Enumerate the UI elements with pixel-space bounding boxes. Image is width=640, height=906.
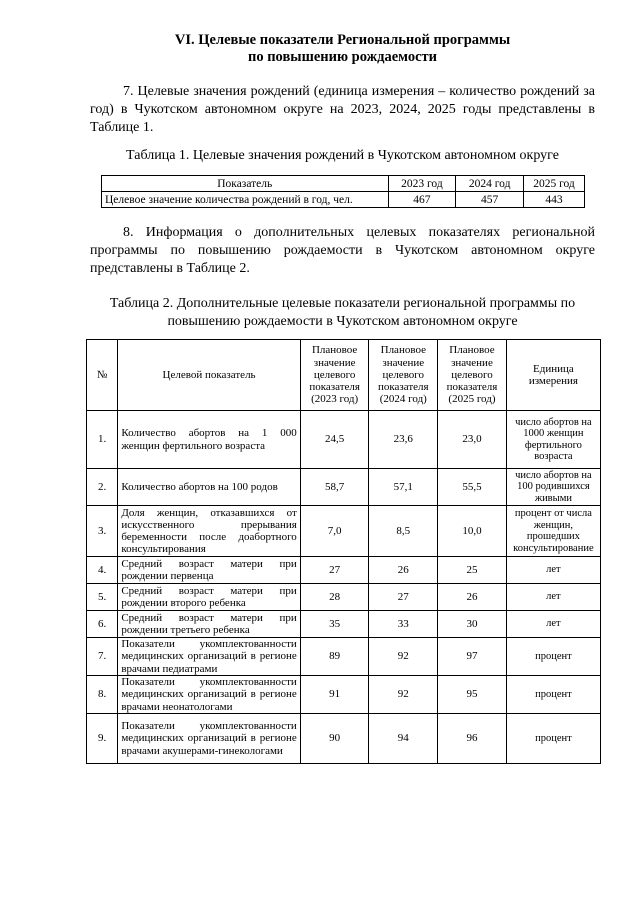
table2-row-value-2023: 90 (300, 714, 369, 764)
table2-row-value-2025: 95 (438, 676, 507, 714)
table2-header-2023: Плановое значение целевого показателя (2023 год) (300, 340, 369, 411)
table2-row-value-2023: 35 (300, 611, 369, 638)
table2-row-value-2024: 27 (369, 584, 438, 611)
table2-row-unit: процент (506, 714, 600, 764)
table1-birth-targets (101, 175, 585, 208)
table2-row-value-2024: 8,5 (369, 506, 438, 557)
table1-header-2025: 2025 год (524, 176, 585, 192)
table1-value-2023: 467 (388, 192, 456, 208)
table2-row-unit: процент от числа женщин, прошедших консультирование (506, 506, 600, 557)
section-heading-line2: по повышению рождаемости (247, 49, 438, 65)
table2-row-number: 2. (87, 469, 118, 506)
table2-header-number: № (87, 340, 118, 411)
table2-row-number: 3. (87, 506, 118, 557)
table2-header-2024: Плановое значение целевого показателя (2024 год) (369, 340, 438, 411)
table1-row (102, 192, 585, 208)
table2-row-number: 9. (87, 714, 118, 764)
table2-row-number: 4. (87, 557, 118, 584)
table2-row-value-2024: 23,6 (369, 411, 438, 469)
section-heading (90, 32, 595, 66)
table2-row (87, 557, 601, 584)
table2-row-unit: процент (506, 676, 600, 714)
table2-row-value-2025: 97 (438, 638, 507, 676)
section-heading-line1: VI. Целевые показатели Региональной программы (174, 32, 511, 48)
table2-row (87, 638, 601, 676)
table2-row-value-2023: 27 (300, 557, 369, 584)
table2-row-number: 6. (87, 611, 118, 638)
table2-row-value-2023: 91 (300, 676, 369, 714)
table2-row-value-2025: 25 (438, 557, 507, 584)
table2-row-number: 1. (87, 411, 118, 469)
table2-header-row (87, 340, 601, 411)
table2-caption: Таблица 2. Дополнительные целевые показатели региональной программы по повышению рождаемости в Чукотском автономном округе (109, 296, 576, 329)
table2-row-indicator: Средний возраст матери при рождении первенца (118, 557, 301, 584)
table2-row-unit: процент (506, 638, 600, 676)
table2-row-number: 5. (87, 584, 118, 611)
table2-row-value-2023: 89 (300, 638, 369, 676)
table2-row-value-2024: 92 (369, 638, 438, 676)
table2-row (87, 714, 601, 764)
table2-row-indicator: Показатели укомплектованности медицинских организаций в регионе врачами педиатрами (118, 638, 301, 676)
table1-header-2024: 2024 год (456, 176, 524, 192)
table2-row-indicator: Количество абортов на 1 000 женщин фертильного возраста (118, 411, 301, 469)
table2-row-value-2023: 28 (300, 584, 369, 611)
table2-row-value-2023: 7,0 (300, 506, 369, 557)
table2-row-number: 8. (87, 676, 118, 714)
table2-row-number: 7. (87, 638, 118, 676)
table2-header-2025: Плановое значение целевого показателя (2025 год) (438, 340, 507, 411)
table2-header-unit: Единица измерения (506, 340, 600, 411)
table2-row-value-2024: 57,1 (369, 469, 438, 506)
table2-row-value-2025: 96 (438, 714, 507, 764)
table2-row-indicator: Показатели укомплектованности медицинских организаций в регионе врачами акушерами-гинекологами (118, 714, 301, 764)
table2-row-value-2025: 10,0 (438, 506, 507, 557)
table2-row-value-2025: 26 (438, 584, 507, 611)
table2-row-value-2024: 33 (369, 611, 438, 638)
table2-row-indicator: Средний возраст матери при рождении третьего ребенка (118, 611, 301, 638)
table2-row-indicator: Доля женщин, отказавшихся от искусственного прерывания беременности после доабортного консультирования (118, 506, 301, 557)
table2-row (87, 411, 601, 469)
table2-row-value-2024: 26 (369, 557, 438, 584)
table2-row-unit: число абортов на 1000 женщин фертильного возраста (506, 411, 600, 469)
table2-row-value-2025: 55,5 (438, 469, 507, 506)
table2-row-value-2025: 23,0 (438, 411, 507, 469)
table2-row-indicator: Средний возраст матери при рождении второго ребенка (118, 584, 301, 611)
table2-row-value-2024: 94 (369, 714, 438, 764)
table2-row-unit: лет (506, 557, 600, 584)
paragraph-8: 8. Информация о дополнительных целевых показателях региональной программы по повышению рождаемости в Чукотском автономном округе представлены в Таблице 2. (90, 225, 595, 276)
table2-row (87, 584, 601, 611)
table2-row (87, 469, 601, 506)
table1-header-indicator: Показатель (102, 176, 389, 192)
table2-row (87, 506, 601, 557)
paragraph-7: 7. Целевые значения рождений (единица измерения – количество рождений за год) в Чукотском автономном округе на 2023, 2024, 2025 годы представлены в Таблице 1. (90, 84, 595, 135)
table2-row-unit: лет (506, 611, 600, 638)
table1-header-2023: 2023 год (388, 176, 456, 192)
table1-row-label: Целевое значение количества рождений в год, чел. (102, 192, 389, 208)
table2-additional-targets (86, 339, 601, 764)
table2-header-indicator: Целевой показатель (118, 340, 301, 411)
table2-row-value-2023: 58,7 (300, 469, 369, 506)
table1-caption: Таблица 1. Целевые значения рождений в Чукотском автономном округе (126, 148, 559, 163)
table2-row-unit: лет (506, 584, 600, 611)
table1-value-2024: 457 (456, 192, 524, 208)
table2-row-indicator: Количество абортов на 100 родов (118, 469, 301, 506)
table2-row (87, 676, 601, 714)
table1-header-row (102, 176, 585, 192)
table2-row-indicator: Показатели укомплектованности медицинских организаций в регионе врачами неонатологами (118, 676, 301, 714)
table2-row-value-2023: 24,5 (300, 411, 369, 469)
table2-row-value-2025: 30 (438, 611, 507, 638)
table2-row (87, 611, 601, 638)
table2-row-value-2024: 92 (369, 676, 438, 714)
table1-value-2025: 443 (524, 192, 585, 208)
table2-row-unit: число абортов на 100 родившихся живыми (506, 469, 600, 506)
